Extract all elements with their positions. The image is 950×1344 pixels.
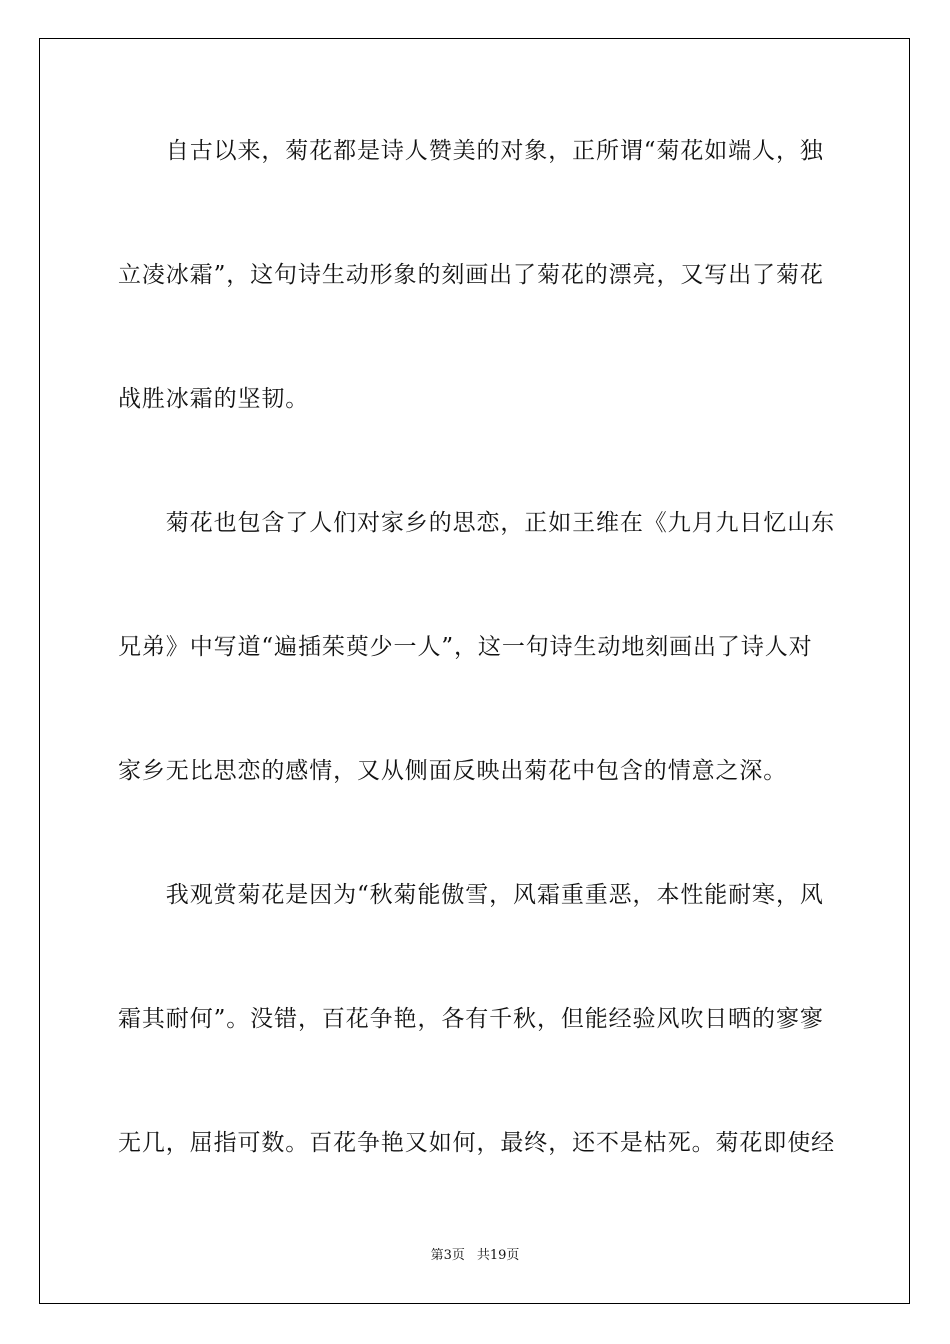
paragraph-3-line-1: 我观赏菊花是因为“秋菊能傲雪，风霜重重恶，本性能耐寒，风: [118, 882, 824, 908]
paragraph-3-line-3: 无几，屈指可数。百花争艳又如何，最终，还不是枯死。菊花即使经: [118, 1130, 835, 1156]
paragraph-2-line-2: 兄弟》中写道“遍插茱萸少一人”，这一句诗生动地刻画出了诗人对: [118, 634, 813, 660]
paragraph-1-line-1: 自古以来，菊花都是诗人赞美的对象，正所谓“菊花如端人，独: [118, 138, 824, 164]
total-pages: 共19页: [476, 1248, 520, 1263]
paragraph-1-line-3: 战胜冰霜的坚韧。: [118, 386, 310, 412]
page-border: [39, 38, 910, 1304]
paragraph-2-line-1: 菊花也包含了人们对家乡的思恋，正如王维在《九月九日忆山东: [118, 510, 835, 536]
paragraph-2-line-3: 家乡无比思恋的感情，又从侧面反映出菊花中包含的情意之深。: [118, 758, 788, 784]
paragraph-3-line-2: 霜其耐何”。没错，百花争艳，各有千秋，但能经验风吹日晒的寥寥: [118, 1006, 824, 1032]
page-footer: [0, 1248, 950, 1264]
paragraph-1-line-2: 立凌冰霜”，这句诗生动形象的刻画出了菊花的漂亮，又写出了菊花: [118, 262, 824, 288]
page-number: 第3页: [430, 1248, 465, 1263]
